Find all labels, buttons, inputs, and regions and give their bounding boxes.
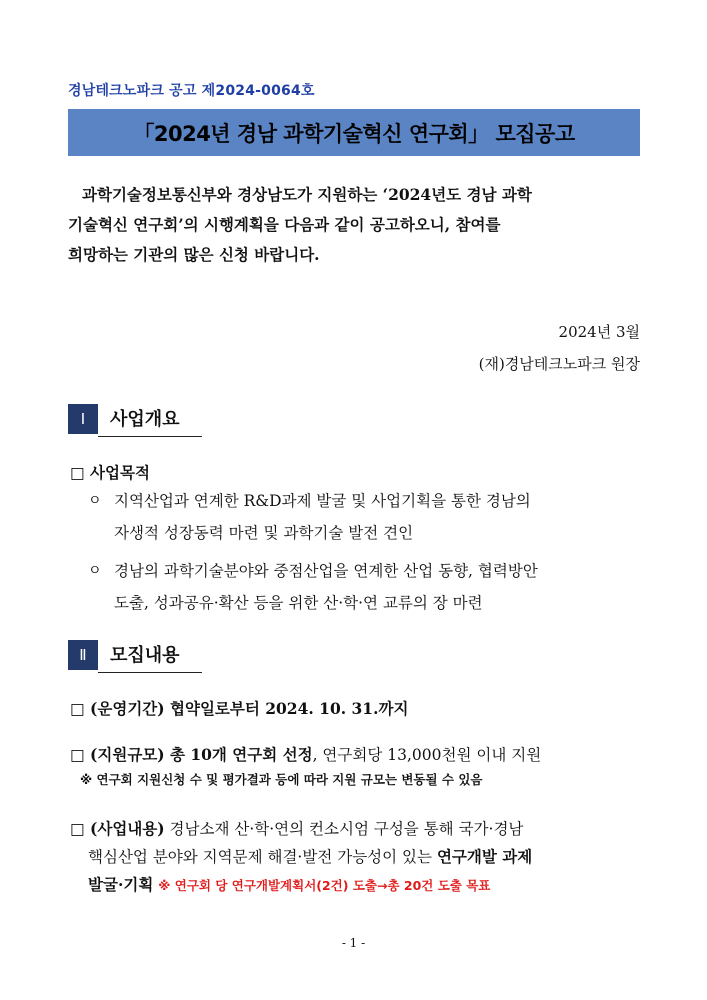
- document-title-text: 「2024년 경남 과학기술혁신 연구회」 모집공고: [133, 121, 575, 146]
- project-content-line-3: [88, 874, 490, 897]
- intro-line-2: 기술혁신 연구회’의 시행계획을 다음과 같이 공고하오니, 참여를: [68, 215, 501, 234]
- support-scale: [70, 744, 541, 766]
- support-scale-note: ※ 연구회 지원신청 수 및 평가결과 등에 따라 지원 규모는 변동될 수 있음: [80, 772, 483, 787]
- project-content-line-2: [88, 846, 532, 868]
- document-title: [68, 109, 640, 156]
- issuer-name: (재)경남테크노파크 원장: [478, 355, 640, 373]
- section-1-title: 사업개요: [98, 408, 202, 437]
- announcement-date: 2024년 3월: [558, 323, 640, 341]
- section-1-numeral: Ⅰ: [68, 404, 98, 434]
- project-content-text-2: 핵심산업 분야와 지역문제 해결·발전 가능성이 있는: [88, 848, 437, 866]
- project-content-bold-2: 연구개발 과제: [436, 847, 533, 866]
- section-1-heading: [68, 404, 202, 434]
- bullet-line-2: 자생적 성장동력 마련 및 과학기술 발전 견인: [114, 524, 414, 542]
- bullet-mark: ㅇ: [88, 563, 102, 579]
- project-content-bold-3: 발굴·기획: [88, 875, 154, 894]
- bullet-line-2: 도출, 성과공유·확산 등을 위한 산·학·연 교류의 장 마련: [114, 594, 483, 612]
- project-content-text-1: 경남소재 산·학·연의 컨소시엄 구성을 통해 국가·경남: [164, 820, 524, 838]
- intro-line-1: 과학기술정보통신부와 경상남도가 지원하는 ‘2024년도 경남 과학: [82, 185, 532, 204]
- page-number: - 1 -: [341, 936, 366, 950]
- project-content-label: □ (사업내용): [70, 819, 165, 838]
- list-item: [88, 555, 640, 619]
- list-item: [88, 485, 640, 549]
- section-2-title: 모집내용: [98, 644, 202, 673]
- section-2-heading: [68, 640, 202, 670]
- project-content-note: ※ 연구회 당 연구개발계획서(2건) 도출→총 20건 도출 목표: [158, 878, 491, 893]
- project-content-line-1: [70, 818, 523, 840]
- intro-paragraph: [68, 180, 640, 270]
- purpose-heading: □ 사업목적: [70, 463, 150, 482]
- section-2-numeral: Ⅱ: [68, 640, 98, 670]
- operation-period: □ (운영기간) 협약일로부터 2024. 10. 31.까지: [70, 699, 409, 718]
- bullet-mark: ㅇ: [88, 493, 102, 509]
- support-scale-rest: , 연구회당 13,000천원 이내 지원: [312, 746, 542, 764]
- notice-number: 경남테크노파크 공고 제2024-0064호: [68, 83, 315, 99]
- intro-line-3: 희망하는 기관의 많은 신청 바랍니다.: [68, 245, 320, 264]
- bullet-line-1: 지역산업과 연계한 R&D과제 발굴 및 사업기획을 통한 경남의: [114, 492, 531, 510]
- support-scale-bold: □ (지원규모) 총 10개 연구회 선정: [70, 745, 313, 764]
- bullet-line-1: 경남의 과학기술분야와 중점산업을 연계한 산업 동향, 협력방안: [114, 562, 538, 580]
